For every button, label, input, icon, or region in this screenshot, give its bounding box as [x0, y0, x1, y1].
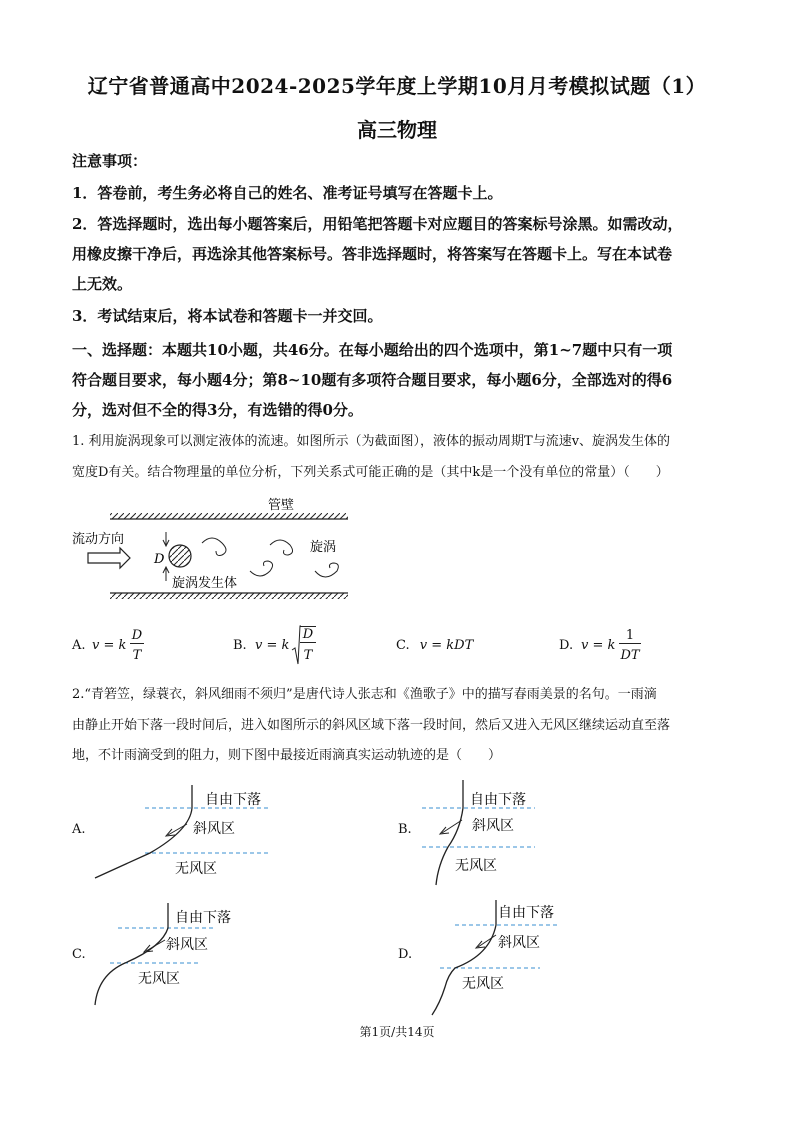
exam-title: 辽宁省普通高中2024-2025学年度上学期10月月考模拟试题（1） [87, 74, 707, 98]
wind-arrow-icon [476, 941, 485, 948]
q2-option-d-figure[interactable] [410, 895, 610, 1017]
svg-text:斜风区: 斜风区 [498, 935, 540, 951]
q2-stem-end: 地，不计雨滴受到的阻力，则下图中最接近雨滴真实运动轨迹的是（ ） [72, 748, 502, 763]
flow-direction-label: 流动方向 [72, 532, 125, 547]
notice-item-1: 1．答卷前，考生务必将自己的姓名、准考证号填写在答题卡上。 [72, 184, 503, 202]
section-desc-end: 分，选对但不全的得3分，有选错的得0分。 [72, 401, 363, 419]
generator-label: 旋涡发生体 [172, 576, 238, 591]
q2-stem: 2.“青箬笠，绿蓑衣，斜风细雨不须归”是唐代诗人张志和《渔歌子》中的描写春雨美景的名句。一雨滴 [72, 687, 657, 702]
q1-option-c[interactable]: C. v = kDT [396, 638, 474, 653]
vortex-diagram [70, 495, 370, 605]
notice-item-2: 2．答选择题时，选出每小题答案后，用铅笔把答题卡对应题目的答案标号涂黑。如需改动， [72, 215, 683, 233]
notice-item-3: 3．考试结束后，将本试卷和答题卡一并交回。 [72, 307, 383, 325]
q2-option-b-label[interactable]: B. [398, 822, 412, 837]
pipe-wall-label: 管壁 [268, 498, 295, 513]
svg-text:无风区: 无风区 [455, 858, 497, 874]
svg-text:无风区: 无风区 [462, 976, 504, 992]
section-desc: 符合题目要求，每小题4分；第8~10题有多项符合题目要求，每小题6分，全部选对的得6 [72, 371, 673, 389]
q1-option-d[interactable]: D. v = k 1 DT [559, 628, 640, 663]
q2-option-c-figure[interactable] [90, 895, 290, 1015]
q2-option-a-label[interactable]: A. [72, 822, 86, 837]
q1-stem: 1. 利用旋涡现象可以测定液体的流速。如图所示（为截面图），液体的振动周期T与流速v、旋涡发生体的 [72, 434, 671, 449]
wind-arrow-icon [166, 829, 175, 836]
vortex-icon [202, 538, 226, 556]
q2-stem-cont: 由静止开始下落一段时间后，进入如图所示的斜风区域下落一段时间，然后又进入无风区继续运动直至落 [72, 718, 671, 733]
q2-option-c-label[interactable]: C. [72, 947, 86, 962]
svg-text:自由下落: 自由下落 [175, 910, 231, 926]
svg-text:自由下落: 自由下落 [498, 905, 554, 921]
q1-option-b[interactable]: B. v = k D T [233, 624, 373, 668]
q1-option-a[interactable]: A. v = k D T [72, 628, 143, 663]
trajectory-line [432, 900, 496, 1015]
vortex-icon [315, 563, 338, 577]
q2-option-d-label[interactable]: D. [398, 947, 413, 962]
exam-subject: 高三物理 [357, 118, 437, 142]
notice-item-2-cont: 用橡皮擦干净后，再选涂其他答案标号。答非选择题时，将答案写在答题卡上。写在本试卷 [72, 245, 673, 263]
vortex-label: 旋涡 [310, 540, 337, 555]
trajectory-line [95, 903, 168, 1005]
flow-arrow-icon [88, 548, 130, 568]
svg-text:自由下落: 自由下落 [205, 792, 261, 808]
page-footer: 第1页/共14页 [359, 1025, 435, 1039]
pipe-wall-top [110, 513, 348, 519]
wind-arrow-icon [440, 827, 449, 834]
svg-text:无风区: 无风区 [138, 971, 180, 987]
vortex-icon [250, 561, 273, 576]
svg-text:斜风区: 斜风区 [166, 937, 208, 953]
q1-stem-cont: 宽度D有关。结合物理量的单位分析，下列关系式可能正确的是（其中k是一个没有单位的常量）（ ） [72, 465, 669, 480]
width-d-label: D [154, 552, 165, 567]
q2-option-b-figure[interactable] [410, 775, 610, 887]
svg-text:自由下落: 自由下落 [470, 792, 526, 808]
section-heading: 一、选择题：本题共10小题，共46分。在每小题给出的四个选项中，第1~7题中只有一项 [72, 341, 673, 359]
notice-heading: 注意事项： [72, 152, 148, 170]
vortex-generator-icon [169, 545, 191, 567]
svg-text:斜风区: 斜风区 [472, 818, 514, 834]
pipe-wall-bottom [110, 593, 348, 599]
notice-item-2-end: 上无效。 [72, 275, 133, 293]
q2-option-a-figure[interactable] [90, 775, 290, 885]
vortex-icon [270, 540, 293, 555]
svg-text:斜风区: 斜风区 [193, 821, 235, 837]
svg-text:无风区: 无风区 [175, 861, 217, 877]
